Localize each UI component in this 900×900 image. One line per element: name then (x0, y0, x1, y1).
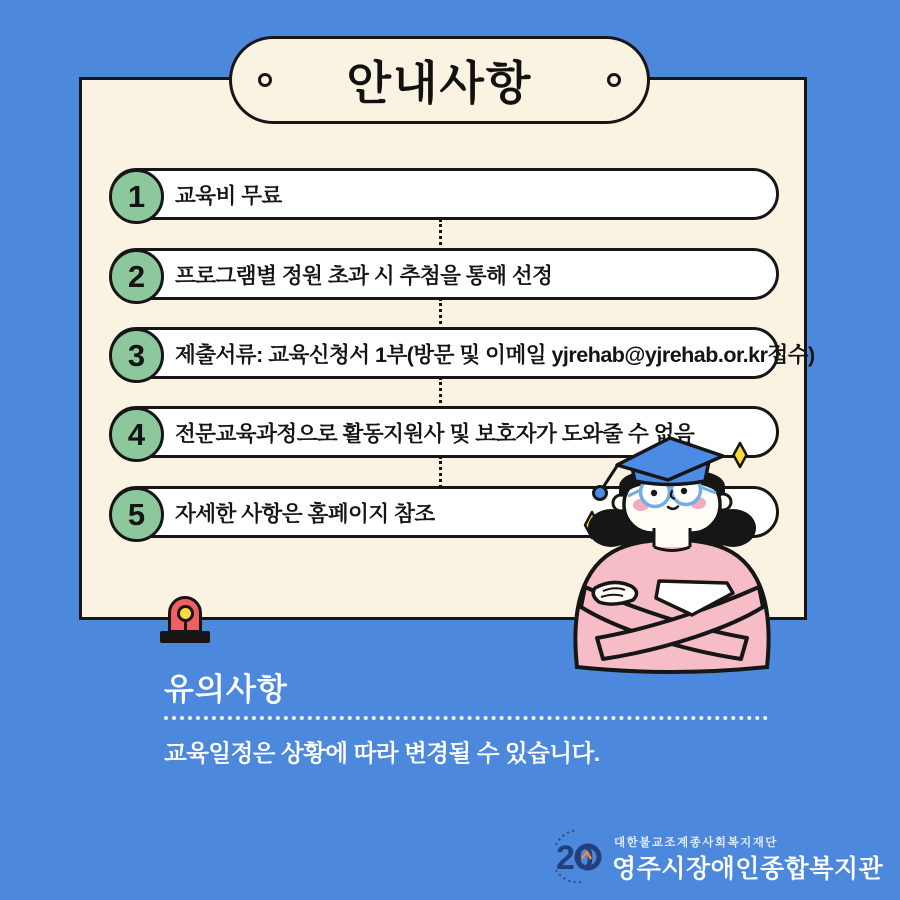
notice-item-text: 제출서류: 교육신청서 1부(방문 및 이메일 yjrehab@yjrehab.or.kr접수) (175, 342, 815, 367)
item-number-badge: 1 (109, 169, 164, 224)
item-number-badge: 4 (109, 407, 164, 462)
dotted-connector (439, 219, 442, 251)
notice-item-text: 자세한 사항은 홈페이지 참조 (175, 501, 435, 526)
org-name: 영주시장애인종합복지관 (612, 855, 884, 883)
org-parent-name: 대한불교조계종사회복지재단 (614, 837, 778, 849)
siren-base (160, 631, 210, 643)
item-number-badge: 5 (109, 487, 164, 542)
notice-item-text: 프로그램별 정원 초과 시 추첨을 통해 선정 (175, 263, 553, 288)
notice-item-text: 전문교육과정으로 활동지원사 및 보호자가 도와줄 수 없음 (175, 421, 695, 446)
tassel-icon (594, 487, 607, 500)
siren-icon (160, 596, 210, 643)
item-number-badge: 3 (109, 328, 164, 383)
item-number-badge: 2 (109, 249, 164, 304)
graduate-woman-character (555, 435, 815, 675)
notice-item-1 (110, 168, 779, 220)
page-title-banner (229, 36, 650, 124)
page-title: 안내사항 (346, 57, 533, 109)
dotted-connector (439, 377, 442, 409)
rivet-circle-icon (607, 73, 621, 87)
sparkle-icon (734, 443, 747, 467)
notice-item-text: 교육비 무료 (175, 183, 282, 208)
dotted-connector (439, 298, 442, 330)
20th-anniversary-logo-icon (548, 826, 608, 886)
caution-title: 유의사항 (164, 672, 288, 707)
dotted-connector (439, 456, 442, 488)
notice-item-2 (110, 248, 779, 300)
caution-text: 교육일정은 상황에 따라 변경될 수 있습니다. (164, 740, 600, 766)
footer-logo (548, 822, 888, 890)
siren-bulb (177, 605, 194, 622)
anniversary-number: 20 (556, 839, 594, 877)
dotted-divider (164, 716, 768, 720)
siren-stem (184, 621, 187, 631)
rivet-circle-icon (258, 73, 272, 87)
notice-item-3 (110, 327, 815, 379)
